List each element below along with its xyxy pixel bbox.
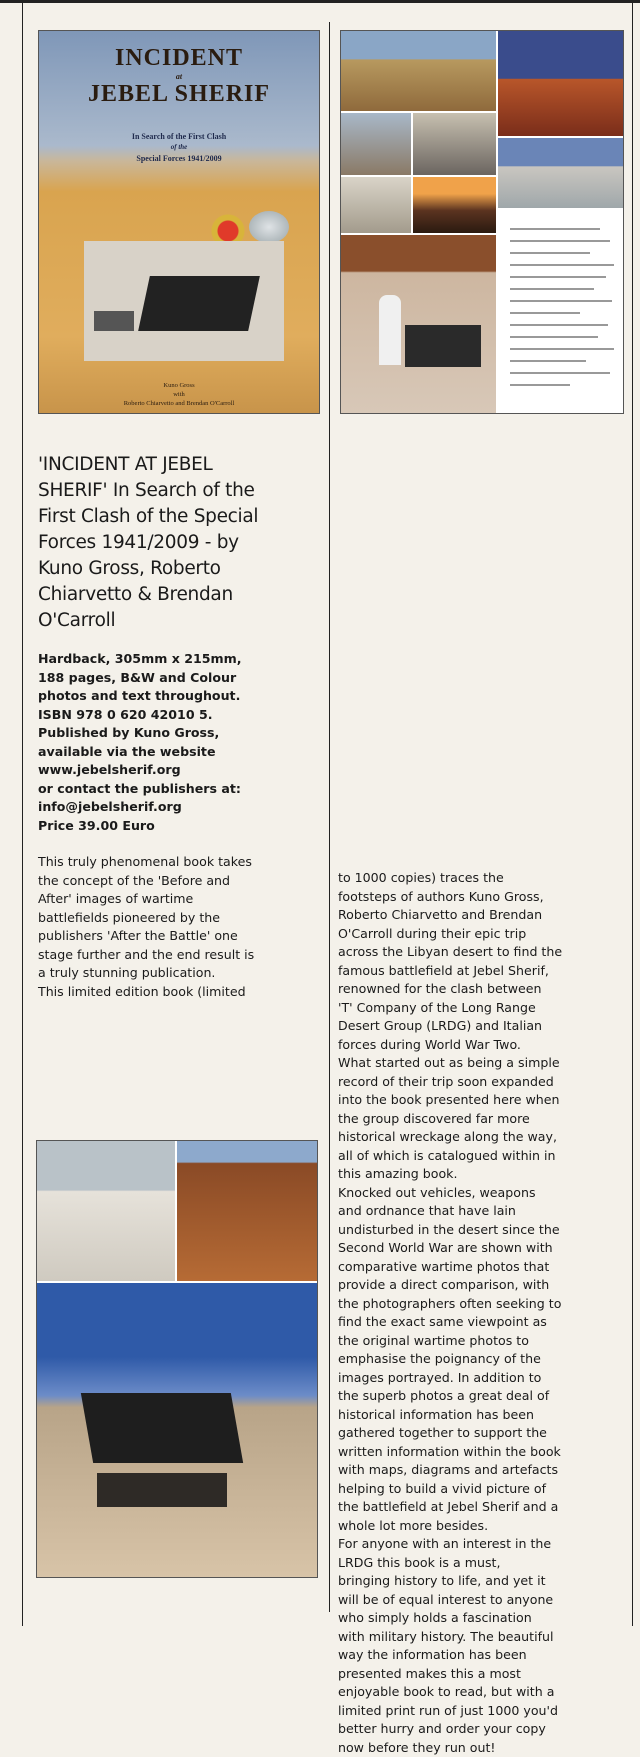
body-line: Roberto Chiarvetto and Brendan <box>338 906 562 925</box>
body-line: whole lot more besides. <box>338 1517 562 1536</box>
truck-wreck-shape <box>81 1393 243 1463</box>
body-line: a truly stunning publication. <box>38 964 322 983</box>
body-line: better hurry and order your copy <box>338 1720 562 1739</box>
body-line: 'T' Company of the Long Range <box>338 999 562 1018</box>
details-line: ISBN 978 0 620 42010 5. <box>38 706 322 725</box>
details-line: photos and text throughout. <box>38 687 322 706</box>
headline-line: Chiarvetto & Brendan <box>38 582 322 608</box>
details-line: or contact the publishers at: <box>38 780 322 799</box>
photo-desert-sunset <box>413 177 496 233</box>
cover-author-line1: Kuno Gross <box>39 381 319 390</box>
right-margin-rule <box>632 0 633 1626</box>
body-line: stage further and the end result is <box>38 946 322 965</box>
body-line: comparative wartime photos that <box>338 1258 562 1277</box>
photo-wartime-wreck <box>37 1141 175 1281</box>
body-line: this amazing book. <box>338 1165 562 1184</box>
body-line: footsteps of authors Kuno Gross, <box>338 888 562 907</box>
body-text-left <box>38 853 322 1001</box>
text-line-graphic <box>510 300 612 302</box>
photo-desert-mountain <box>498 31 624 136</box>
body-line: and ordnance that have lain <box>338 1202 562 1221</box>
cover-subtitle-line1: In Search of the First Clash <box>39 131 319 142</box>
body-line: bringing history to life, and yet it <box>338 1572 562 1591</box>
body-line: record of their trip soon expanded <box>338 1073 562 1092</box>
text-line-graphic <box>510 372 610 374</box>
body-line: with maps, diagrams and artefacts <box>338 1461 562 1480</box>
article-headline <box>38 452 322 634</box>
headline-line: Kuno Gross, Roberto <box>38 556 322 582</box>
text-line-graphic <box>510 252 590 254</box>
body-line: historical information has been <box>338 1406 562 1425</box>
body-line: This truly phenomenal book takes <box>38 853 322 872</box>
cover-title-line2: JEBEL SHERIF <box>39 81 319 108</box>
cover-subtitle-of: of the <box>39 142 319 153</box>
body-line: Desert Group (LRDG) and Italian <box>338 1017 562 1036</box>
left-column <box>38 30 322 1001</box>
body-line: forces during World War Two. <box>338 1036 562 1055</box>
body-line: gathered together to support the <box>338 1424 562 1443</box>
headline-line: 'INCIDENT AT JEBEL <box>38 452 322 478</box>
top-border <box>0 0 640 3</box>
photo-desert-rocks <box>341 177 411 233</box>
body-line: to 1000 copies) traces the <box>338 869 562 888</box>
text-line-graphic <box>510 324 608 326</box>
text-line-graphic <box>510 312 580 314</box>
photo-truck-wreck-desert <box>37 1283 318 1578</box>
insignia-icon <box>249 211 289 243</box>
body-line: battlefields pioneered by the <box>38 909 322 928</box>
body-line: find the exact same viewpoint as <box>338 1313 562 1332</box>
body-line: helping to build a vivid picture of <box>338 1480 562 1499</box>
body-line: the photographers often seeking to <box>338 1295 562 1314</box>
body-line: the group discovered far more <box>338 1110 562 1129</box>
body-line: will be of equal interest to anyone <box>338 1591 562 1610</box>
body-line: LRDG this book is a must, <box>338 1554 562 1573</box>
photo-wreck-vehicle <box>413 113 496 175</box>
text-line-graphic <box>510 228 600 230</box>
text-line-graphic <box>510 264 614 266</box>
cover-title-line1: INCIDENT <box>39 45 319 72</box>
headline-line: First Clash of the Special <box>38 504 322 530</box>
body-line: What started out as being a simple <box>338 1054 562 1073</box>
cover-author-line2: Roberto Chiarvetto and Brendan O'Carroll <box>39 399 319 408</box>
text-line-graphic <box>510 360 586 362</box>
photo-text-page <box>498 210 624 414</box>
body-line: O'Carroll during their epic trip <box>338 925 562 944</box>
price: Price 39.00 Euro <box>38 817 322 836</box>
cover-title <box>39 45 319 108</box>
body-line: with military history. The beautiful <box>338 1628 562 1647</box>
text-line-graphic <box>510 384 570 386</box>
body-line: into the book presented here when <box>338 1091 562 1110</box>
body-line: the battlefield at Jebel Sherif and a <box>338 1498 562 1517</box>
body-line: Knocked out vehicles, weapons <box>338 1184 562 1203</box>
headline-line: O'Carroll <box>38 608 322 634</box>
body-text-right <box>338 869 562 1757</box>
cover-authors <box>39 381 319 408</box>
photo-desert-plain <box>498 138 624 208</box>
body-line: written information within the book <box>338 1443 562 1462</box>
body-line: the superb photos a great deal of <box>338 1387 562 1406</box>
photo-wreck-truck <box>341 31 496 111</box>
headline-line: SHERIF' In Search of the <box>38 478 322 504</box>
cover-title-at: at <box>39 72 319 81</box>
body-line: across the Libyan desert to find the <box>338 943 562 962</box>
details-line: available via the website <box>38 743 322 762</box>
body-line: who simply holds a fascination <box>338 1609 562 1628</box>
body-line: enjoyable book to read, but with a <box>338 1683 562 1702</box>
truck-bed-shape <box>97 1473 227 1507</box>
photo-wreck-detail <box>341 113 411 175</box>
email-link[interactable]: info@jebelsherif.org <box>38 798 322 817</box>
text-line-graphic <box>510 288 594 290</box>
headline-line: Forces 1941/2009 - by <box>38 530 322 556</box>
wreck-debris <box>94 311 134 331</box>
body-line: now before they run out! <box>338 1739 562 1757</box>
cover-subtitle-line2: Special Forces 1941/2009 <box>39 153 319 164</box>
column-divider <box>329 22 330 1612</box>
text-line-graphic <box>510 348 614 350</box>
person-figure <box>379 295 401 365</box>
body-line: all of which is catalogued within in <box>338 1147 562 1166</box>
book-details <box>38 650 322 835</box>
body-line: undisturbed in the desert since the <box>338 1221 562 1240</box>
body-line: the original wartime photos to <box>338 1332 562 1351</box>
photo-collage-bottom <box>36 1140 318 1578</box>
photo-author-with-wreck <box>341 235 496 414</box>
body-line: historical wreckage along the way, <box>338 1128 562 1147</box>
photo-red-escarpment <box>177 1141 318 1281</box>
photo-collage-top <box>340 30 624 414</box>
text-line-graphic <box>510 276 606 278</box>
body-line: publishers 'After the Battle' one <box>38 927 322 946</box>
body-line: renowned for the clash between <box>338 980 562 999</box>
body-line: provide a direct comparison, with <box>338 1276 562 1295</box>
body-line: presented makes this a most <box>338 1665 562 1684</box>
right-column-photos <box>340 30 626 414</box>
body-line: way the information has been <box>338 1646 562 1665</box>
body-line: For anyone with an interest in the <box>338 1535 562 1554</box>
body-line: Second World War are shown with <box>338 1239 562 1258</box>
body-line: After' images of wartime <box>38 890 322 909</box>
details-line: Published by Kuno Gross, <box>38 724 322 743</box>
wreck-box <box>405 325 481 367</box>
body-line: emphasise the poignancy of the <box>338 1350 562 1369</box>
cover-author-with: with <box>39 390 319 399</box>
body-line: famous battlefield at Jebel Sherif, <box>338 962 562 981</box>
wreck-shape <box>138 276 260 331</box>
cover-subtitle <box>39 131 319 164</box>
body-line: the concept of the 'Before and <box>38 872 322 891</box>
cover-wreck-photo <box>84 241 284 361</box>
text-line-graphic <box>510 240 610 242</box>
body-line: limited print run of just 1000 you'd <box>338 1702 562 1721</box>
text-line-graphic <box>510 336 598 338</box>
details-line: Hardback, 305mm x 215mm, <box>38 650 322 669</box>
book-cover-image <box>38 30 320 414</box>
left-margin-rule <box>22 0 23 1626</box>
body-line: images portrayed. In addition to <box>338 1369 562 1388</box>
body-line: This limited edition book (limited <box>38 983 322 1002</box>
details-line: 188 pages, B&W and Colour <box>38 669 322 688</box>
website-link[interactable]: www.jebelsherif.org <box>38 761 322 780</box>
